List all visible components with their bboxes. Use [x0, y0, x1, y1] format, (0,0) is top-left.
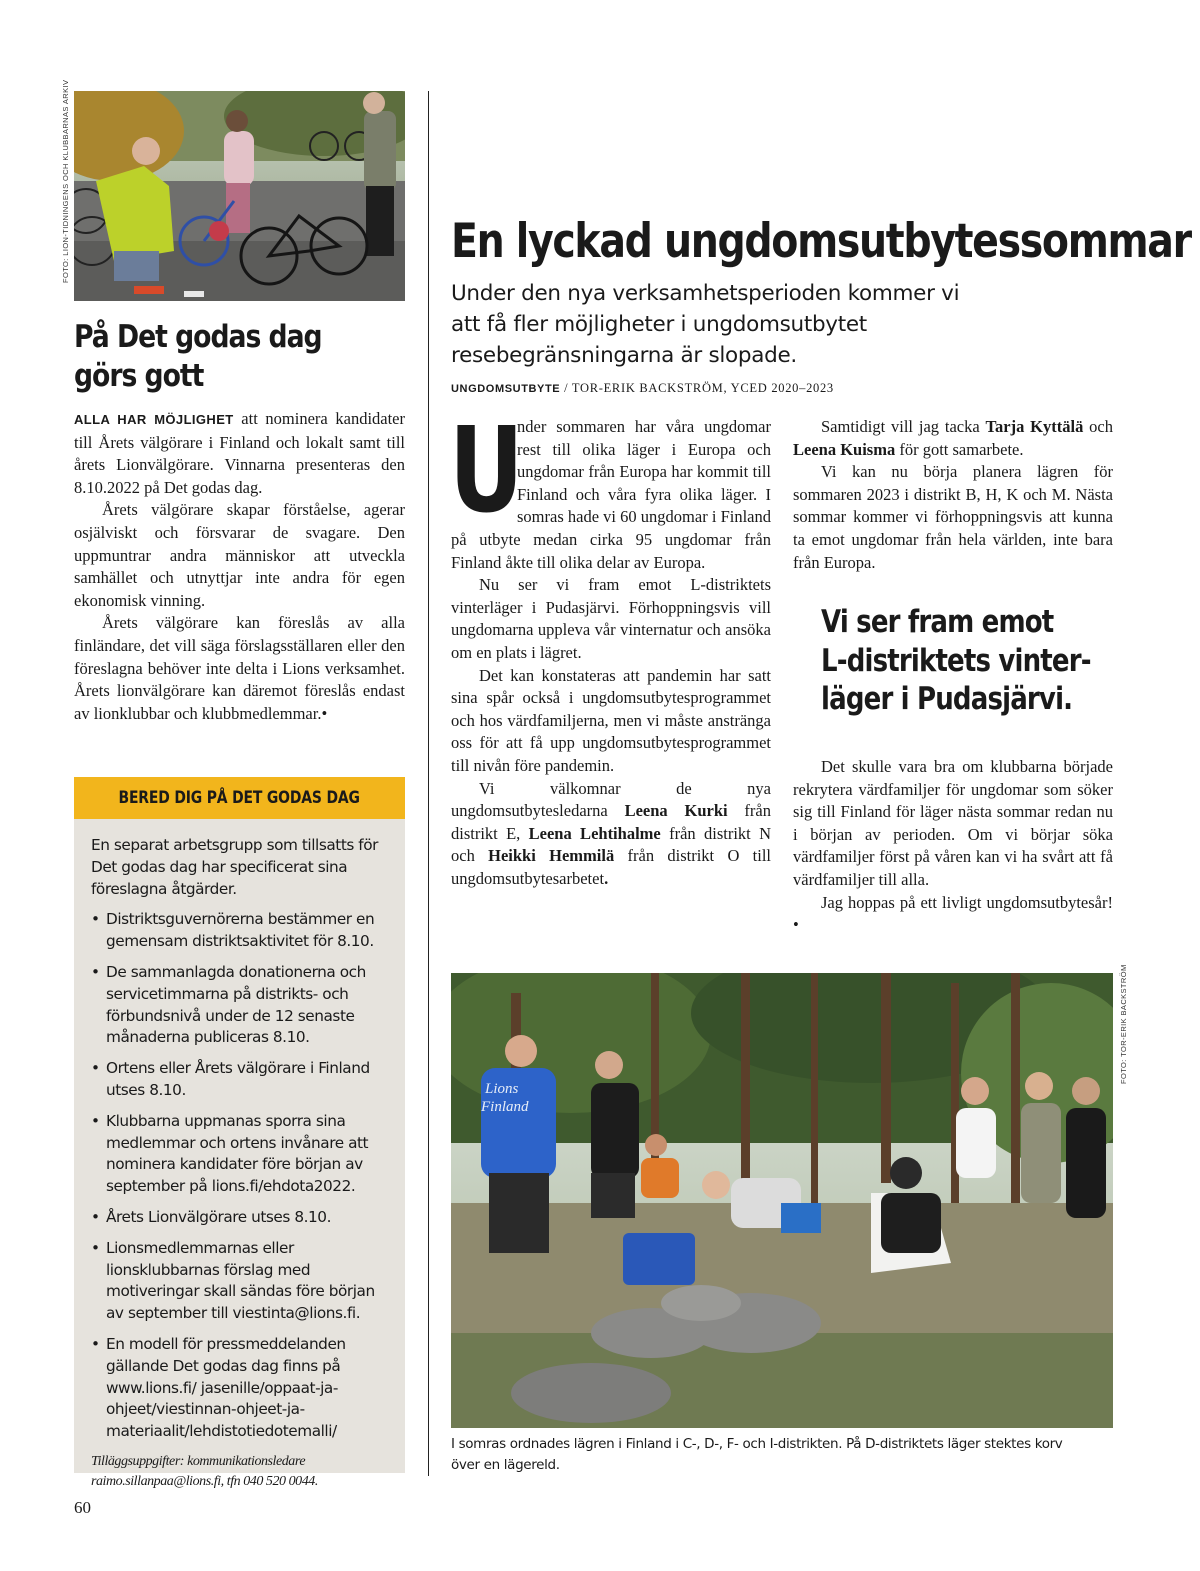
- list-item: • Ortens eller Årets välgörare i Finland utses 8.10.: [91, 1058, 389, 1102]
- list-item: • Lionsmedlemmarnas eller lionsklubbarnas förslag med motiveringar skall sändas före början av september till viestinta@lions.fi.: [91, 1238, 389, 1325]
- photo-caption: I somras ordnades lägren i Finland i C-, D-, F- och I-distrikten. På D-distriktets läger stektes korv över en lägereld.: [451, 1436, 1063, 1473]
- info-box-header: [74, 777, 405, 819]
- list-item: • Distriktsguvernörerna bestämmer en gemensam distriktsaktivitet för 8.10.: [91, 909, 389, 953]
- shirt-text-line1: Lions: [485, 1081, 519, 1097]
- article-column-2: [793, 416, 1113, 574]
- page-number: 60: [74, 1498, 91, 1517]
- person-name: Leena Lehtihalme: [528, 823, 661, 843]
- person-name: Tarja Kyttälä: [985, 417, 1084, 436]
- pull-quote-line2: L-distriktets vinter-: [821, 642, 1091, 679]
- info-box: [74, 777, 405, 1489]
- text-run: för gott samarbete.: [895, 439, 1024, 459]
- article-paragraph-1: [449, 401, 771, 574]
- shirt-text-line2: Finland: [481, 1099, 529, 1115]
- article-subtitle: Under den nya verksamhetsperioden kommer vi att få fler möjligheter i ungdomsutbytet resebegränsningarna är slopade.: [451, 281, 960, 368]
- article-title: En lyckad ungdomsutbytessommar: [451, 214, 1191, 269]
- camp-photo: [451, 973, 1113, 1428]
- byline-author: TOR-ERIK BACKSTRÖM, YCED 2020–2023: [571, 381, 834, 395]
- left-paragraph-1-text: att nominera kandidater till Årets välgörare i Finland och lokalt samt till årets Lionvälgörare. Vinnarna presenteras den 8.10.2022 på Det godas dag.: [74, 409, 405, 497]
- byline-category: UNGDOMSUTBYTE: [451, 383, 561, 395]
- left-paragraph-2: Årets välgörare skapar förståelse, agerar osjälviskt och försvarar de svagare. Den uppmuntrar andra människor att utveckla samhället och utnyttjar inte andra för egen ekonomisk vinning.: [74, 500, 405, 610]
- pull-quote-line3: läger i Pudasjärvi.: [821, 681, 1073, 717]
- text-run: från distrikt N och: [451, 823, 771, 866]
- text-run: från distrikt O till ungdomsutbytesarbetet: [451, 846, 772, 888]
- person-name: Leena Kuisma: [793, 439, 896, 459]
- article-column-2-bottom: [793, 756, 1113, 937]
- text-run: från distrikt E,: [451, 801, 771, 843]
- article-paragraph-5: [793, 416, 1113, 461]
- list-item: • Klubbarna uppmanas sporra sina medlemmar och ortens invånare att nominera kandidater före början av september på lions.fi/ehdota2022.: [91, 1111, 389, 1198]
- info-box-contact-line2: raimo.sillanpaa@lions.fi, tfn 040 520 0044.: [91, 1473, 318, 1489]
- article-paragraph-8: Jag hoppas på ett livligt ungdomsutbytesår!•: [793, 892, 1113, 935]
- info-box-intro: En separat arbetsgrupp som tillsatts för Det godas dag har specificerat sina föreslagna åtgärder.: [91, 836, 378, 898]
- left-heading-line2: görs gott: [74, 358, 204, 394]
- drop-cap: U: [449, 401, 524, 539]
- bike-repair-illustration: [74, 91, 405, 301]
- text-run: Samtidigt vill jag tacka: [821, 417, 986, 436]
- byline: [451, 381, 834, 396]
- person-name: Leena Kurki: [624, 801, 728, 821]
- left-paragraph-3: Årets välgörare kan föreslås av alla finländare, det vill säga förslagsställaren eller den föreslagna behöver inte delta i Lions verksamhet. Årets lionvälgörare kan däremot föreslås endast av lionklubbar och klubbmedlemmar.•: [74, 613, 405, 723]
- left-lead-in: ALLA HAR MÖJLIGHET: [74, 412, 234, 427]
- article-paragraph-2: Nu ser vi fram emot L-distriktets vinterläger i Pudasjärvi. Förhoppningsvis vill ungdomarna uppleva vår vinternatur och ansöka om en plats i lägret.: [451, 575, 771, 662]
- bike-repair-photo: [74, 91, 405, 301]
- left-paragraph-1: [74, 408, 405, 499]
- photo1-credit: FOTO: LION-TIDNINGENS OCH KLUBBARNAS ARKIV: [61, 79, 70, 283]
- info-box-body: [74, 819, 405, 1492]
- left-article: [74, 318, 405, 725]
- info-box-heading: BERED DIG PÅ DET GODAS DAG: [118, 788, 361, 808]
- info-box-contact-line1: Tilläggsuppgifter: kommunikationsledare: [91, 1453, 306, 1469]
- photo2-credit: FOTO: TOR-ERIK BACKSTRÖM: [1119, 964, 1128, 1084]
- article-paragraph-6: Vi kan nu börja planera lägren för sommaren 2023 i distrikt B, H, K och M. Nästa sommar kommer vi förhoppningsvis att kunna ta emot ungdomar från hela världen, inte bara från Europa.: [793, 462, 1113, 572]
- list-item: • Årets Lionvälgörare utses 8.10.: [91, 1207, 389, 1229]
- pull-quote-line1: Vi ser fram emot: [821, 604, 1054, 640]
- article-paragraph-4: [451, 778, 771, 891]
- info-box-contact: [91, 1452, 389, 1492]
- article-column-1: [449, 401, 772, 890]
- byline-separator: /: [560, 381, 572, 395]
- left-heading-line1: På Det godas dag: [74, 319, 322, 355]
- person-name: Heikki Hemmilä: [488, 846, 615, 866]
- list-item: • En modell för pressmeddelanden gällande Det godas dag finns på www.lions.fi/ jasenille/oppaat-ja-ohjeet/viestinnan-ohjeet-ja-materiaalit/lehdistotiedotemalli/: [91, 1334, 389, 1443]
- text-run: och: [1083, 417, 1113, 436]
- list-item: • De sammanlagda donationerna och servicetimmarna på distrikts- och förbundsnivå under de 12 senaste månaderna publiceras 8.10.: [91, 962, 389, 1049]
- text-run: .: [604, 868, 609, 888]
- column-divider: [428, 91, 429, 1476]
- article-paragraph-1-text: nder sommaren har våra ungdomar rest till olika läger i Europa och ungdomar från Europa har kommit till Finland och våra fyra olika läger. I somras hade vi 60 ungdomar i Finland på utbyte medan cirka 95 ungdomar från Finland åkte till olika delar av Europa.: [451, 417, 771, 572]
- pull-quote: [821, 603, 1091, 719]
- article-paragraph-7: Det skulle vara bra om klubbarna började rekrytera värdfamiljer för ungdomar som söker sig till Finland för läger nästa sommar redan nu i början av perioden. Om vi börjar söka värdfamiljer först på våren kan vi ha svårt att få värdfamiljer till alla.: [793, 757, 1113, 889]
- camp-illustration: [451, 973, 1113, 1428]
- text-run: Vi välkomnar de nya ungdomsutbytesledarna: [451, 778, 771, 821]
- article-paragraph-3: Det kan konstateras att pandemin har satt sina spår också i ungdomsutbytesprogrammet och hos värdfamiljerna, men vi måste anstränga oss för att få upp ungdomsutbytesprogrammet till nivån före pandemin.: [451, 665, 771, 775]
- info-box-list: [91, 909, 389, 1443]
